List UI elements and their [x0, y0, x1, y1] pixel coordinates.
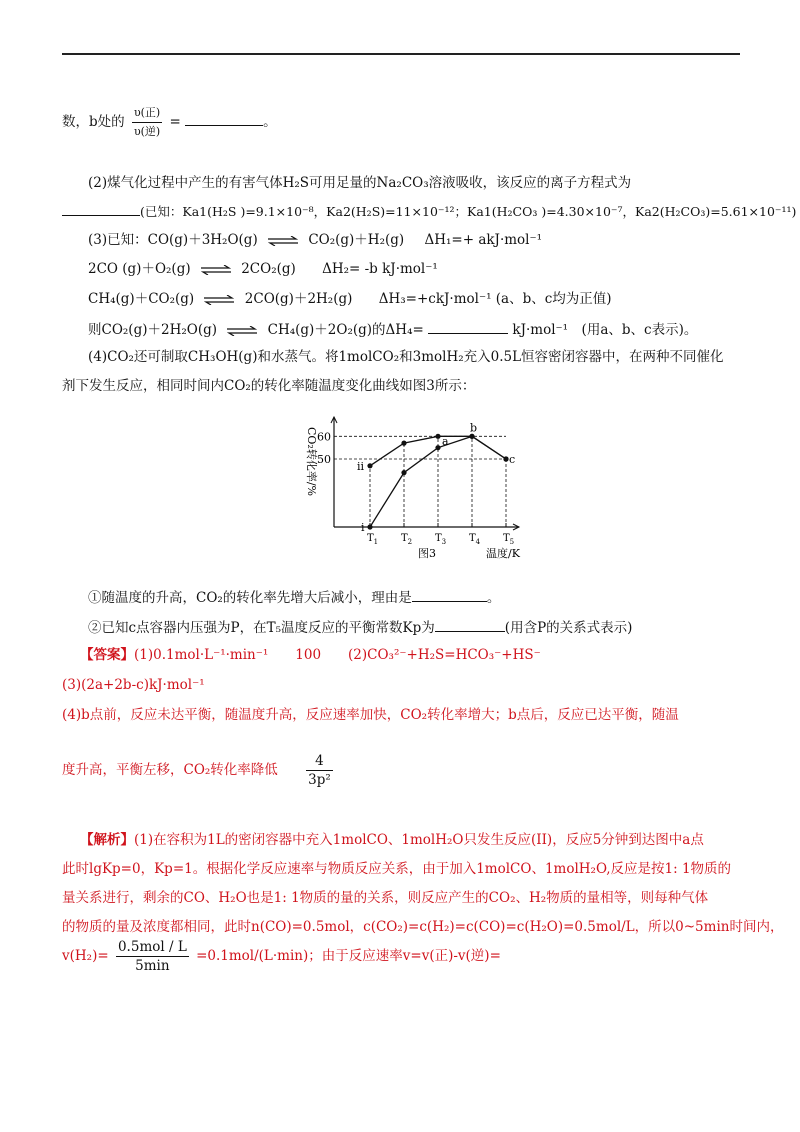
q4-sub1-end: 。: [486, 590, 501, 606]
equilibrium-arrow-icon: [227, 326, 257, 336]
analysis-line5: [62, 938, 501, 975]
q1-end: 。: [263, 114, 277, 130]
point-b-label: b: [470, 421, 478, 435]
analysis-line4: 的物质的量及浓度都相同，此时n(CO)=0.5mol，c(CO₂)=c(H₂)=c(CO)=c(H₂O)=0.5mol/L，所以0~5min时间内，: [62, 919, 784, 935]
analysis-line3: 量关系进行，剩余的CO、H₂O也是1: 1物质的量的关系，则反应产生的CO₂、H₂物质的量相等，则每种气体: [62, 890, 709, 906]
x-tick-label: $T_1$: [367, 533, 379, 546]
q3-reaction-4: [88, 319, 697, 339]
analysis-line2: 此时lgKp=0，Kp=1。根据化学反应速率与物质反应关系，由于加入1molCO、1molH₂O,反应是按1: 1物质的: [62, 861, 732, 877]
r1-enthalpy: ΔH₁=+ akJ·mol⁻¹: [424, 232, 543, 248]
q3-reaction-1: [88, 231, 542, 249]
point-a-label: a: [442, 435, 449, 449]
q3-reaction-3: [88, 290, 612, 308]
analysis-text-1: (1)在容积为1L的密闭容器中充入1molCO、1molH₂O只发生反应(II)，反应5分钟到达图中a点: [134, 832, 704, 848]
rate-denominator: 5min: [135, 958, 170, 974]
rate-reverse: υ(逆): [133, 125, 161, 138]
kp-denominator: 3p²: [308, 772, 331, 788]
answer-blank-3[interactable]: [428, 319, 508, 334]
answer-blank-2[interactable]: [62, 201, 140, 216]
y-tick-label: 50: [317, 453, 331, 466]
r3-left: CH₄(g)＋CO₂(g): [88, 291, 195, 307]
y-tick-label: 60: [317, 430, 331, 444]
q4-sub2-end: (用含P的关系式表示): [504, 620, 633, 636]
answer-tag: 【答案】: [80, 647, 134, 663]
r1-right: CO₂(g)＋H₂(g): [308, 232, 405, 248]
answer-blank-1[interactable]: [185, 111, 263, 126]
data-point-i: [367, 524, 372, 529]
data-point-i: [401, 470, 406, 475]
q2-line2: [62, 201, 796, 221]
rate-numerator: 0.5mol / L: [117, 939, 187, 955]
q4-sub2-text: ②已知c点容器内压强为P，在T₅温度反应的平衡常数Kp为: [88, 620, 435, 636]
kp-fraction: [306, 752, 333, 789]
q1-prefix: 数，b处的: [62, 114, 125, 130]
analysis-rate-text: =0.1mol/(L·min)；由于反应速率v=v(正)-v(逆)=: [196, 948, 501, 964]
rate-ratio-fraction: [132, 104, 162, 141]
q2-known-values: (已知：Ka1(H₂S )=9.1×10⁻⁸，Ka2(H₂S)=11×10⁻¹²；Ka1(H₂CO₃ )=4.30×10⁻⁷，Ka2(H₂CO₃)=5.61×10⁻¹¹): [140, 204, 797, 219]
answer-text-4: 度升高，平衡左移，CO₂转化率降低: [62, 762, 278, 778]
answer-text-1: (1)0.1mol·L⁻¹·min⁻¹ 100 (2)CO₃²⁻+H₂S=HCO₃⁻+HS⁻: [134, 647, 541, 663]
x-tick-label: $T_4$: [469, 533, 481, 546]
answer-blank-4[interactable]: [412, 587, 487, 602]
answer-line2: (3)(2a+2b-c)kJ·mol⁻¹: [62, 677, 205, 693]
x-tick-label: $T_5$: [503, 533, 515, 546]
answer-line1: [80, 646, 541, 664]
equilibrium-arrow-icon: [201, 265, 231, 275]
q4-line2: 剂下发生反应，相同时间内CO₂的转化率随温度变化曲线如图3所示：: [62, 378, 476, 394]
series-label-ii: ii: [357, 459, 365, 473]
q4-sub1-text: ①随温度的升高，CO₂的转化率先增大后减小，理由是: [88, 590, 412, 606]
r1-left: (3)已知：CO(g)＋3H₂O(g): [88, 232, 258, 248]
data-point-ii: [401, 441, 406, 446]
answer-line4: [62, 752, 336, 789]
r4-left: 则CO₂(g)＋2H₂O(g): [88, 322, 218, 338]
q4-sub1: [88, 587, 500, 607]
equilibrium-arrow-icon: [268, 236, 298, 246]
q4-sub2: [88, 617, 632, 637]
y-axis-label: CO₂转化率/%: [305, 427, 318, 497]
conversion-chart: [296, 412, 546, 562]
r3-enthalpy: ΔH₃=+ckJ·mol⁻¹ (a、b、c均为正值): [378, 291, 612, 307]
chart-caption: 图3: [418, 547, 436, 560]
answer-blank-5[interactable]: [435, 617, 505, 632]
analysis-rate-label: v(H₂)=: [62, 948, 109, 964]
q1-equals: =: [169, 114, 181, 130]
r2-left: 2CO (g)＋O₂(g): [88, 261, 191, 277]
analysis-line1: [80, 831, 704, 849]
r4-right: CH₄(g)＋2O₂(g)的ΔH₄=: [267, 322, 424, 338]
q1-tail-line: [62, 104, 277, 141]
x-tick-label: $T_2$: [401, 533, 413, 546]
data-point-ii: [367, 463, 372, 468]
q2-line1: (2)煤气化过程中产生的有害气体H₂S可用足量的Na₂CO₃溶液吸收，该反应的离子方程式为: [88, 175, 632, 191]
x-tick-label: $T_3$: [435, 533, 447, 546]
q3-reaction-2: [88, 260, 438, 278]
data-point-ii: [503, 456, 508, 461]
rate-forward: υ(正): [132, 104, 162, 123]
data-point-ii: [435, 434, 440, 439]
series-label-i: i: [361, 521, 365, 534]
r2-enthalpy: ΔH₂= -b kJ·mol⁻¹: [322, 261, 438, 277]
r3-right: 2CO(g)＋2H₂(g): [244, 291, 353, 307]
header-rule: [62, 53, 740, 55]
rate-fraction: [116, 938, 189, 975]
point-c-label: c: [509, 453, 516, 466]
data-point-i: [435, 445, 440, 450]
answer-line3: (4)b点前，反应未达平衡，随温度升高，反应速率加快，CO₂转化率增大；b点后，反应已达平衡，随温: [62, 707, 679, 723]
equilibrium-arrow-icon: [204, 295, 234, 305]
kp-numerator: 4: [306, 752, 333, 771]
x-axis-label: 温度/K: [486, 547, 520, 560]
r4-tail: kJ·mol⁻¹ (用a、b、c表示)。: [512, 322, 698, 338]
r2-right: 2CO₂(g): [241, 261, 296, 277]
data-point-ii: [469, 434, 474, 439]
q4-line1: (4)CO₂还可制取CH₃OH(g)和水蒸气。将1molCO₂和3molH₂充入0.5L恒容密闭容器中，在两种不同催化: [88, 349, 724, 365]
analysis-tag: 【解析】: [80, 832, 134, 848]
